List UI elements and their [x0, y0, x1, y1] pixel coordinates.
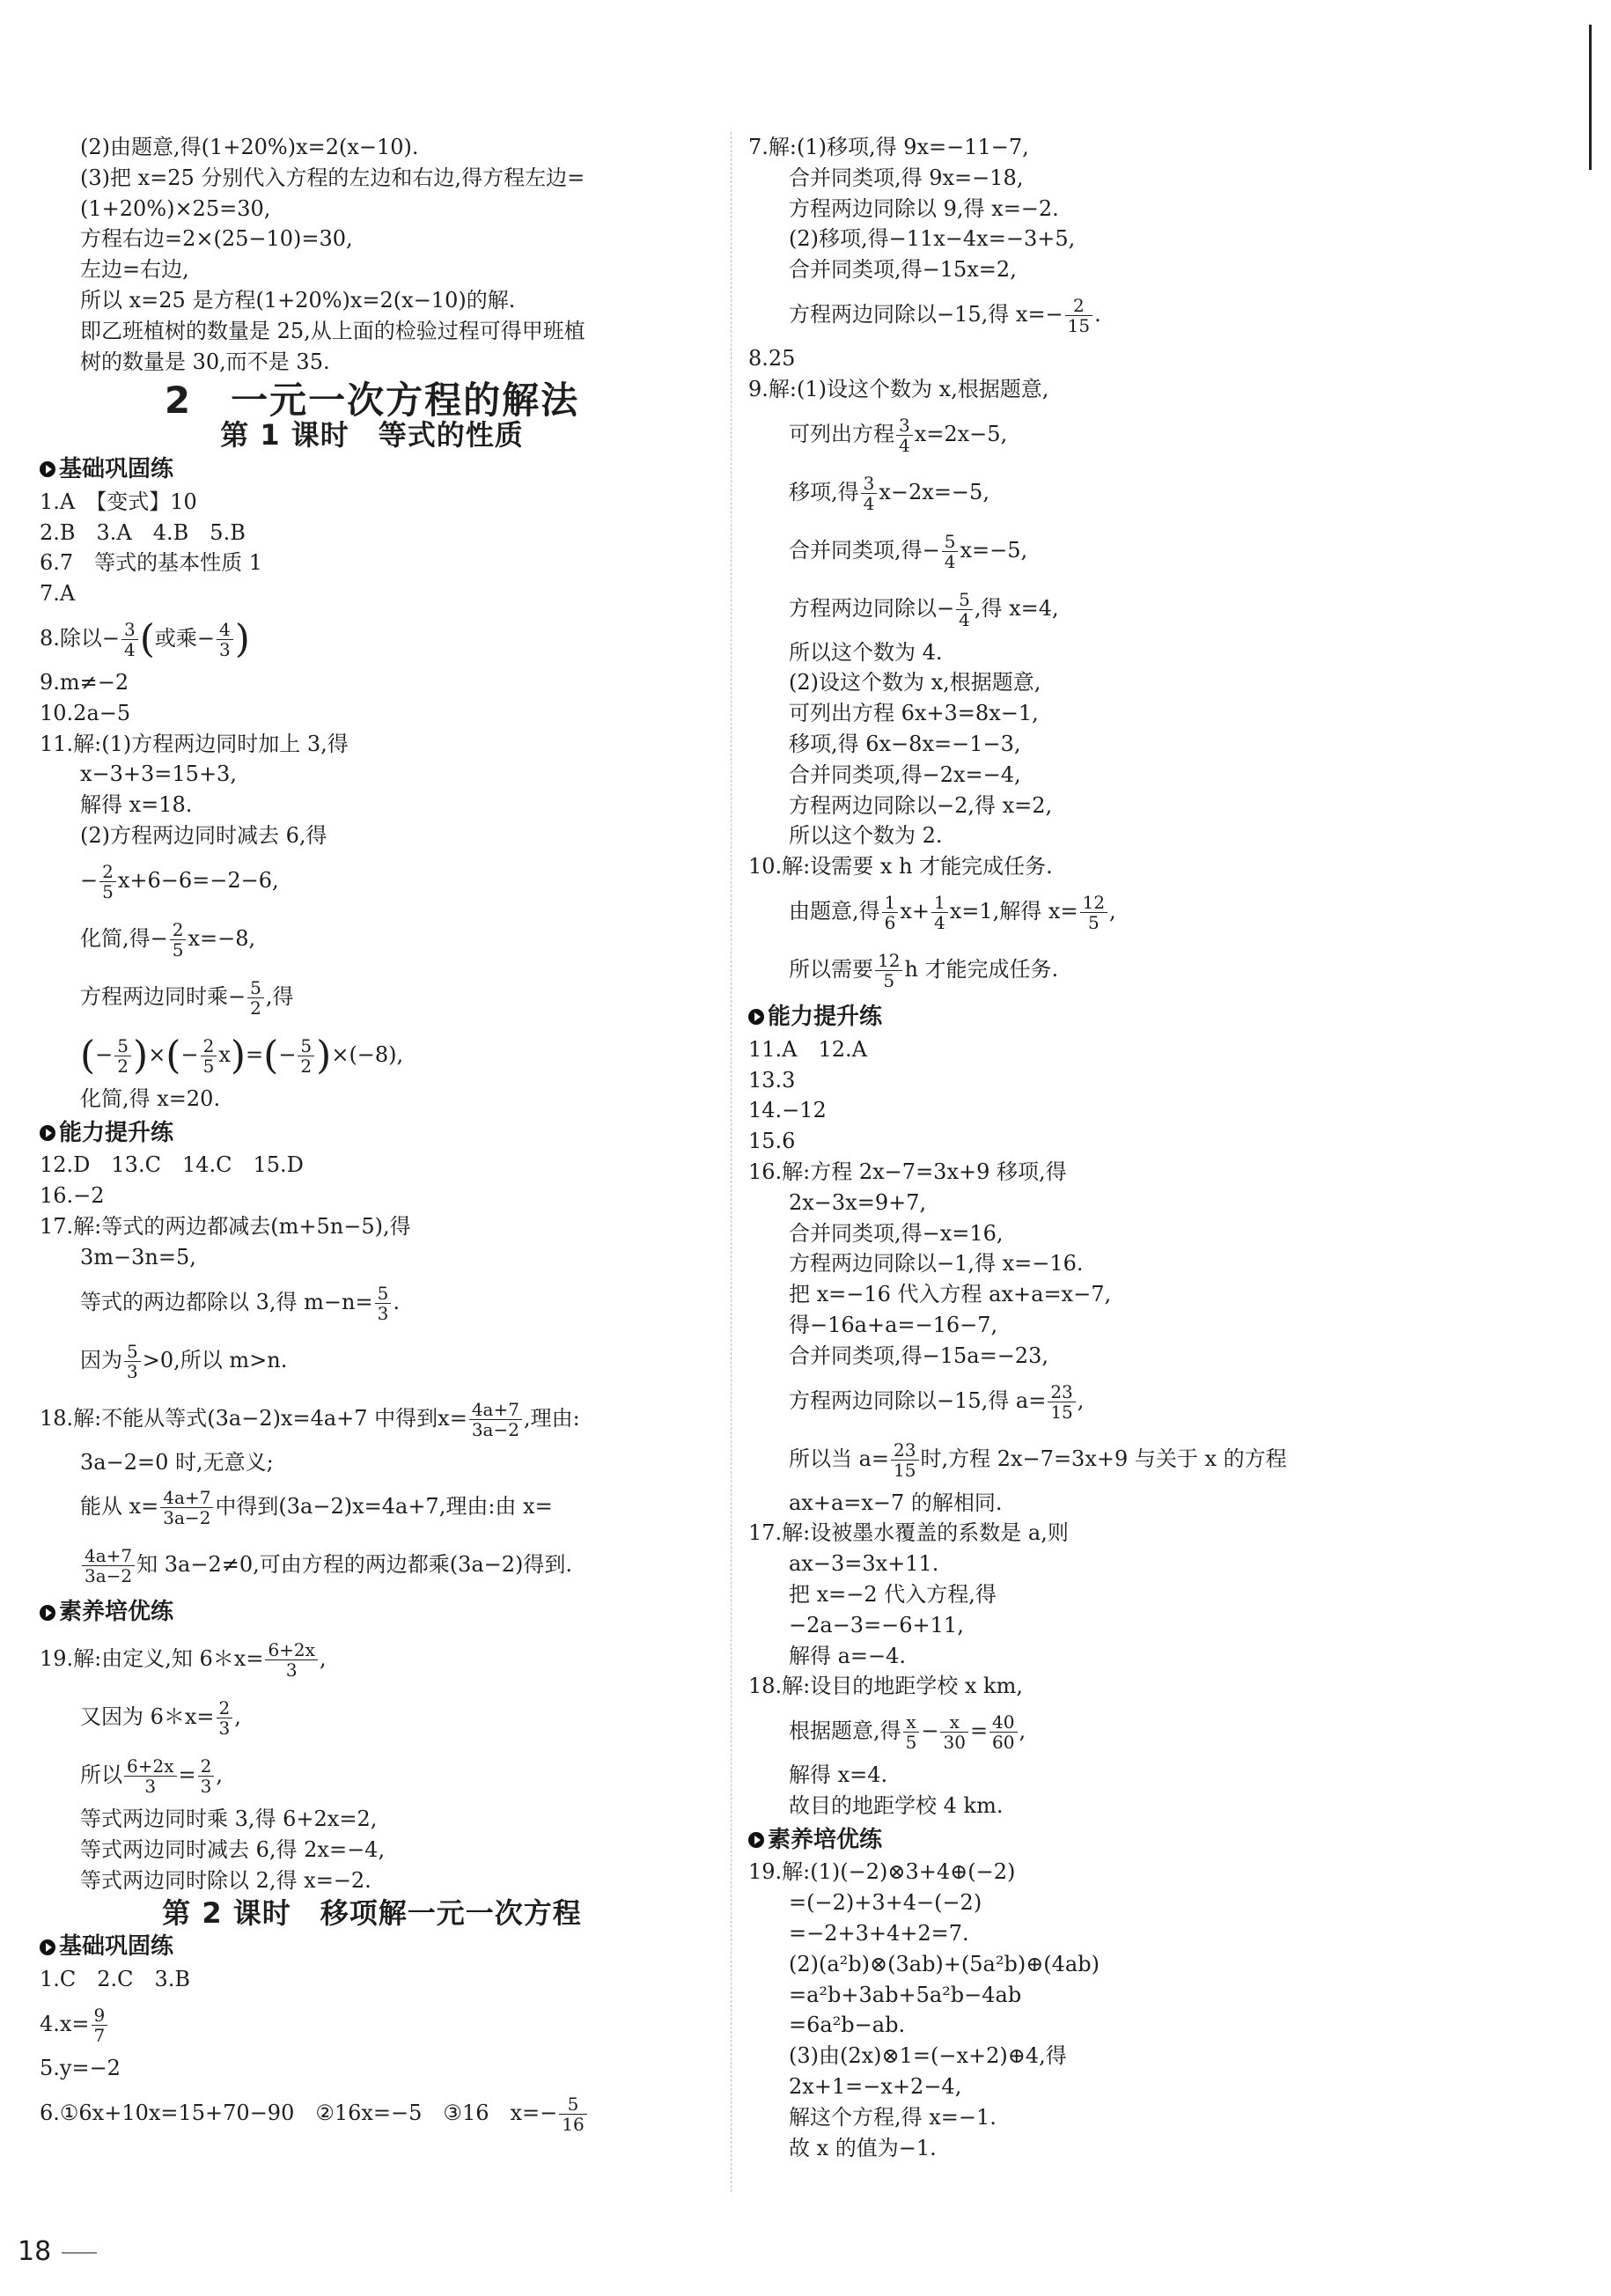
answer-line: 方程右边=2×(25−10)=30,: [80, 226, 353, 252]
answer-line: 13.3: [748, 1067, 796, 1093]
answer-line: (3)把 x=25 分别代入方程的左边和右边,得方程左边=: [80, 165, 585, 190]
binding-edge-line: [1589, 25, 1592, 170]
section-title: 2 一元一次方程的解法: [164, 379, 580, 423]
answer-line: 等式两边同时除以 2,得 x=−2.: [80, 1867, 371, 1893]
answer-line: 能从 x= $\frac{4a+7}{3a-2}$ 中得到(3a−2)x=4a+7,理由:由 x=: [80, 1487, 553, 1529]
answer-line: 12.D 13.C 14.C 15.D: [40, 1152, 304, 1178]
answer-line: 化简,得− $\frac{2}{5}$ x=−8,: [80, 918, 256, 960]
answer-line: 1.A 【变式】10: [40, 489, 197, 514]
answer-line: 11.解:(1)方程两边同时加上 3,得: [40, 731, 349, 756]
answer-line: 9.解:(1)设这个数为 x,根据题意,: [748, 376, 1049, 401]
answer-line: 方程两边同除以−15,得 x=− $\frac{2}{15}$ .: [789, 294, 1101, 336]
exercise-tag: 基础巩固练: [40, 1932, 704, 1962]
answer-line: 所以当 a= $\frac{23}{15}$ 时,方程 2x−7=3x+9 与关于 x 的方程: [789, 1439, 1287, 1481]
answer-line: 合并同类项,得−x=16,: [789, 1220, 1004, 1246]
answer-line: 把 x=−16 代入方程 ax+a=x−7,: [789, 1282, 1112, 1307]
answer-line: 解这个方程,得 x=−1.: [789, 2104, 997, 2130]
answer-line: 15.6: [748, 1129, 796, 1154]
answer-line: 8.25: [748, 345, 796, 371]
answer-line: 6.①6x+10x=15+70−90 ②16x=−5 ③16 x=− $\frac{5}{16}$: [40, 2084, 704, 2142]
answer-line: 16.−2: [40, 1183, 105, 1209]
answer-line: 方程两边同除以 9,得 x=−2.: [789, 195, 1059, 221]
answer-line: 故目的地距学校 4 km.: [789, 1792, 1004, 1818]
footer-rule: [62, 2252, 97, 2254]
answer-line: (2)设这个数为 x,根据题意,: [789, 670, 1041, 695]
answer-line: 由题意,得 $\frac{1}{6}$ x+ $\frac{1}{4}$ x=1,解得 x= $\frac{12}{5}$ ,: [789, 891, 1116, 933]
answer-line: 19.解:由定义,知 6＊x= $\frac{6+2x}{3}$ ,: [40, 1639, 327, 1682]
answer-line: 9.m≠−2: [40, 669, 129, 695]
page-number: 18: [18, 2236, 52, 2267]
right-column: [748, 132, 1435, 2163]
answer-line: 把 x=−2 代入方程,得: [789, 1581, 997, 1607]
answer-line: 方程两边同除以−2,得 x=2,: [789, 792, 1053, 818]
answer-line: 左边=右边,: [80, 257, 189, 283]
answer-line: 4.x= $\frac{9}{7}$: [40, 1995, 704, 2053]
answer-line: 2.B 3.A 4.B 5.B: [40, 519, 246, 545]
answer-line: 所以这个数为 4.: [789, 639, 943, 665]
answer-line: 2x−3x=9+7,: [789, 1189, 927, 1215]
answer-line: (1+20%)×25=30,: [80, 195, 271, 221]
answer-line: 可列出方程 $\frac{3}{4}$ x=2x−5,: [789, 414, 1008, 456]
answer-line: 1.C 2.C 3.B: [40, 1967, 191, 1992]
answer-line: 所以 x=25 是方程(1+20%)x=2(x−10)的解.: [80, 287, 516, 313]
play-icon: [40, 461, 55, 477]
answer-line: 解得 x=18.: [80, 792, 193, 818]
answer-line: 解得 a=−4.: [789, 1643, 907, 1668]
answer-line: 19.解:(1)(−2)⊗3+4⊕(−2): [748, 1859, 1016, 1885]
answer-line: 16.解:方程 2x−7=3x+9 移项,得: [748, 1159, 1067, 1184]
answer-line: 树的数量是 30,而不是 35.: [80, 349, 330, 374]
answer-line: x−3+3=15+3,: [80, 762, 237, 787]
answer-line: (2)由题意,得(1+20%)x=2(x−10).: [80, 135, 419, 159]
answer-line: ax+a=x−7 的解相同.: [789, 1490, 1003, 1515]
answer-line: (2)(a²b)⊗(3ab)+(5a²b)⊕(4ab): [789, 1951, 1100, 1976]
answer-line: 8.除以− $\frac{3}{4}$ (或乘− $\frac{4}{3}$ ): [40, 616, 250, 662]
answer-line: =a²b+3ab+5a²b−4ab: [789, 1982, 1022, 2007]
answer-line: 方程两边同除以−15,得 a= $\frac{23}{15}$ ,: [789, 1380, 1085, 1423]
answer-line: 11.A 12.A: [748, 1036, 867, 1062]
answer-line: 所以需要 $\frac{12}{5}$ h 才能完成任务.: [789, 949, 1059, 991]
exercise-tag: 基础巩固练: [40, 454, 704, 485]
answer-line: −2a−3=−6+11,: [789, 1612, 964, 1637]
answer-line: 合并同类项,得−2x=−4,: [789, 762, 1021, 787]
answer-line: 又因为 6＊x= $\frac{2}{3}$ ,: [80, 1697, 241, 1740]
answer-line: (2)移项,得−11x−4x=−3+5,: [789, 226, 1076, 252]
answer-line: 所以 $\frac{6+2x}{3}$ = $\frac{2}{3}$ ,: [80, 1755, 223, 1798]
answer-line: (− $\frac{5}{2}$ )×(− $\frac{2}{5}$ x)=(− $\frac{5}{2}$ )×(−8),: [80, 1033, 404, 1078]
answer-line: 合并同类项,得− $\frac{5}{4}$ x=−5,: [789, 530, 1028, 572]
answer-line: 解得 x=4.: [789, 1762, 888, 1788]
play-icon: [40, 1605, 55, 1621]
answer-line: 6.7 等式的基本性质 1: [40, 550, 263, 576]
answer-line: 18.解:设目的地距学校 x km,: [748, 1674, 1023, 1699]
play-icon: [748, 1832, 764, 1848]
answer-line: 即乙班植树的数量是 25,从上面的检验过程可得甲班植: [80, 318, 585, 343]
answer-line: (3)由(2x)⊗1=(−x+2)⊕4,得: [789, 2043, 1067, 2069]
answer-line: 18.解:不能从等式(3a−2)x=4a+7 中得到x= $\frac{4a+7}{3a-2}$ ,理由:: [40, 1398, 580, 1440]
play-icon: [40, 1939, 55, 1955]
exercise-tag: 素养培优练: [748, 1825, 1435, 1856]
answer-line: 14.−12: [748, 1098, 827, 1123]
answer-line: 合并同类项,得−15a=−23,: [789, 1343, 1048, 1368]
answer-line: 因为 $\frac{5}{3}$ >0,所以 m>n.: [80, 1340, 288, 1382]
answer-line: 化简,得 x=20.: [80, 1085, 221, 1111]
answer-line: 根据题意,得 $\frac{x}{5}$ − $\frac{x}{30}$ = $\frac{40}{60}$ ,: [789, 1711, 1026, 1754]
answer-line: 合并同类项,得−15x=2,: [789, 257, 1017, 283]
answer-line: 移项,得 6x−8x=−1−3,: [789, 731, 1021, 756]
exercise-tag: 素养培优练: [40, 1597, 704, 1628]
answer-line: 方程两边同时乘− $\frac{5}{2}$ ,得: [80, 976, 294, 1019]
answer-line: 移项,得 $\frac{3}{4}$ x−2x=−5,: [789, 472, 989, 514]
answer-line: 5.y=−2: [40, 2055, 121, 2080]
play-icon: [40, 1125, 55, 1141]
answer-line: 7.解:(1)移项,得 9x=−11−7,: [748, 135, 1029, 159]
answer-line: 3a−2=0 时,无意义;: [80, 1449, 274, 1475]
answer-line: 方程两边同除以−1,得 x=−16.: [789, 1251, 1084, 1277]
answer-line: 等式两边同时减去 6,得 2x=−4,: [80, 1836, 386, 1862]
answer-line: 3m−3n=5,: [80, 1244, 196, 1269]
exercise-tag: 能力提升练: [40, 1118, 704, 1149]
exercise-tag: 能力提升练: [748, 1002, 1435, 1033]
column-divider: [731, 132, 732, 2192]
answer-line: 得−16a+a=−16−7,: [789, 1312, 998, 1337]
answer-line: 等式两边同时乘 3,得 6+2x=2,: [80, 1807, 378, 1832]
lesson-title: 第 1 课时 等式的性质: [220, 418, 524, 453]
answer-line: 17.解:设被墨水覆盖的系数是 a,则: [748, 1520, 1069, 1546]
answer-line: 合并同类项,得 9x=−18,: [789, 165, 1024, 190]
answer-line: − $\frac{2}{5}$ x+6−6=−2−6,: [80, 860, 279, 902]
answer-line: 10.2a−5: [40, 700, 131, 725]
answer-line: 等式的两边都除以 3,得 m−n= $\frac{5}{3}$ .: [80, 1282, 400, 1324]
answer-line: 10.解:设需要 x h 才能完成任务.: [748, 854, 1053, 879]
answer-line: 故 x 的值为−1.: [789, 2135, 937, 2160]
page-footer: [18, 2236, 97, 2267]
answer-line: 可列出方程 6x+3=8x−1,: [789, 701, 1039, 726]
answer-line: (2)方程两边同时减去 6,得: [80, 822, 327, 848]
answer-line: =−2+3+4+2=7.: [789, 1921, 969, 1946]
play-icon: [748, 1009, 764, 1025]
lesson-title: 第 2 课时 移项解一元一次方程: [162, 1895, 582, 1930]
answer-line: 2x+1=−x+2−4,: [789, 2074, 962, 2100]
answer-line: 所以这个数为 2.: [789, 823, 943, 849]
answer-line: 方程两边同除以− $\frac{5}{4}$ ,得 x=4,: [789, 588, 1059, 630]
answer-line: 17.解:等式的两边都减去(m+5n−5),得: [40, 1213, 411, 1239]
left-column: [40, 132, 704, 2142]
answer-line: =6a²b−ab.: [789, 2013, 906, 2038]
answer-line: 7.A: [40, 581, 76, 607]
answer-line: =(−2)+3+4−(−2): [789, 1890, 982, 1916]
answer-line: ax−3=3x+11.: [789, 1551, 939, 1577]
answer-line: $\frac{4a+7}{3a-2}$ 知 3a−2≠0,可由方程的两边都乘(3a−2)得到.: [40, 1535, 704, 1593]
